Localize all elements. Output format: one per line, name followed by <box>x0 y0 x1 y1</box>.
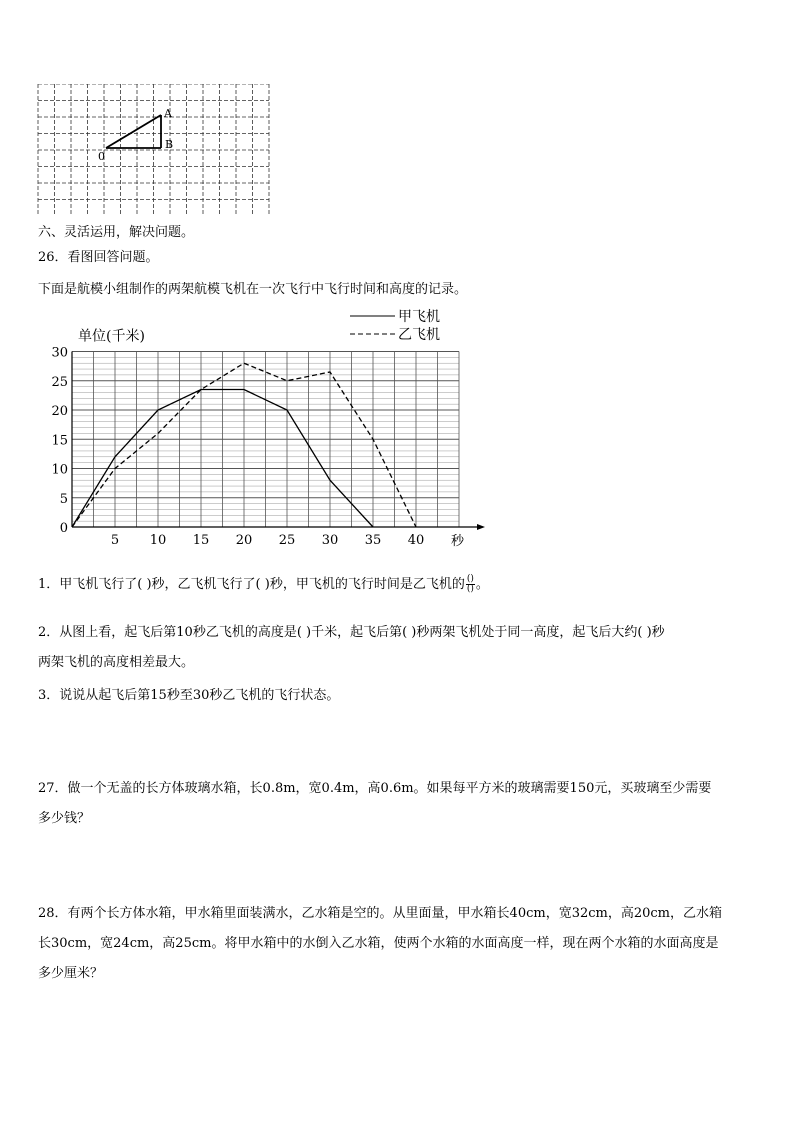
q28-line2: 长30cm，宽24cm，高25cm。将甲水箱中的水倒入乙水箱，使两个水箱的水面高度一样，现在两个水箱的水面高度是 <box>38 936 719 951</box>
legend-label: 乙飞机 <box>398 327 440 343</box>
point-o-label: 0 <box>98 150 105 163</box>
x-tick-label: 20 <box>235 533 253 548</box>
q26-sub1-prefix: 1．甲飞机飞行了( )秒，乙飞机飞行了( )秒，甲飞机的飞行时间是乙飞机的 <box>38 577 465 592</box>
q28-line3: 多少厘米？ <box>38 966 104 981</box>
x-tick-label: 40 <box>407 533 425 548</box>
q26-sub3: 3．说说从起飞后第15秒至30秒乙飞机的飞行状态。 <box>38 688 340 703</box>
q26-sub1 <box>38 575 489 594</box>
q27-line1: 27．做一个无盖的长方体玻璃水箱，长0.8m，宽0.4m，高0.6m。如果每平方米的玻璃需要150元，买玻璃至少需要 <box>38 781 712 796</box>
q26-sub2-line2: 两架飞机的高度相差最大。 <box>38 655 195 670</box>
q26-sub2-line1: 2．从图上看，起飞后第10秒乙飞机的高度是( )千米，起飞后第( )秒两架飞机处于同一高度，起飞后大约( )秒 <box>38 625 665 640</box>
y-tick-label: 0 <box>59 521 68 536</box>
q26-intro: 下面是航模小组制作的两架航模飞机在一次飞行中飞行时间和高度的记录。 <box>38 282 468 297</box>
x-tick-label: 10 <box>149 533 167 548</box>
x-tick-label: 35 <box>364 533 382 548</box>
x-tick-label: 5 <box>110 533 120 548</box>
x-tick-label: 15 <box>192 533 210 548</box>
point-a-label: A <box>164 107 172 120</box>
q26-sub1-suffix: 。 <box>475 577 489 592</box>
y-tick-label: 15 <box>51 433 68 449</box>
fraction-denominator: () <box>466 584 474 594</box>
q26-title: 26．看图回答问题。 <box>38 250 159 265</box>
section-title: 六、灵活运用，解决问题。 <box>38 225 195 240</box>
legend-label: 甲飞机 <box>398 309 440 325</box>
y-axis-label: 单位(千米) <box>78 328 145 345</box>
flight-chart <box>50 305 490 555</box>
grid-figure <box>34 84 270 214</box>
y-tick-label: 30 <box>51 345 68 361</box>
x-axis-label: 秒 <box>451 534 465 549</box>
y-tick-label: 10 <box>51 462 68 478</box>
y-tick-label: 20 <box>51 404 68 419</box>
fraction-numerator: () <box>466 574 474 584</box>
fraction-blank <box>466 575 475 594</box>
x-axis-arrow <box>477 524 485 530</box>
point-b-label: B <box>165 138 174 151</box>
q27-line2: 多少钱？ <box>38 811 91 826</box>
grid-lines <box>38 84 269 214</box>
y-tick-label: 25 <box>51 374 68 390</box>
x-tick-label: 25 <box>278 533 296 548</box>
segment-oa <box>106 115 161 148</box>
y-tick-label: 5 <box>59 491 68 507</box>
q28-line1: 28．有两个长方体水箱，甲水箱里面装满水，乙水箱是空的。从里面量，甲水箱长40cm，宽32cm，高20cm，乙水箱 <box>38 906 722 921</box>
x-tick-label: 30 <box>321 533 339 548</box>
